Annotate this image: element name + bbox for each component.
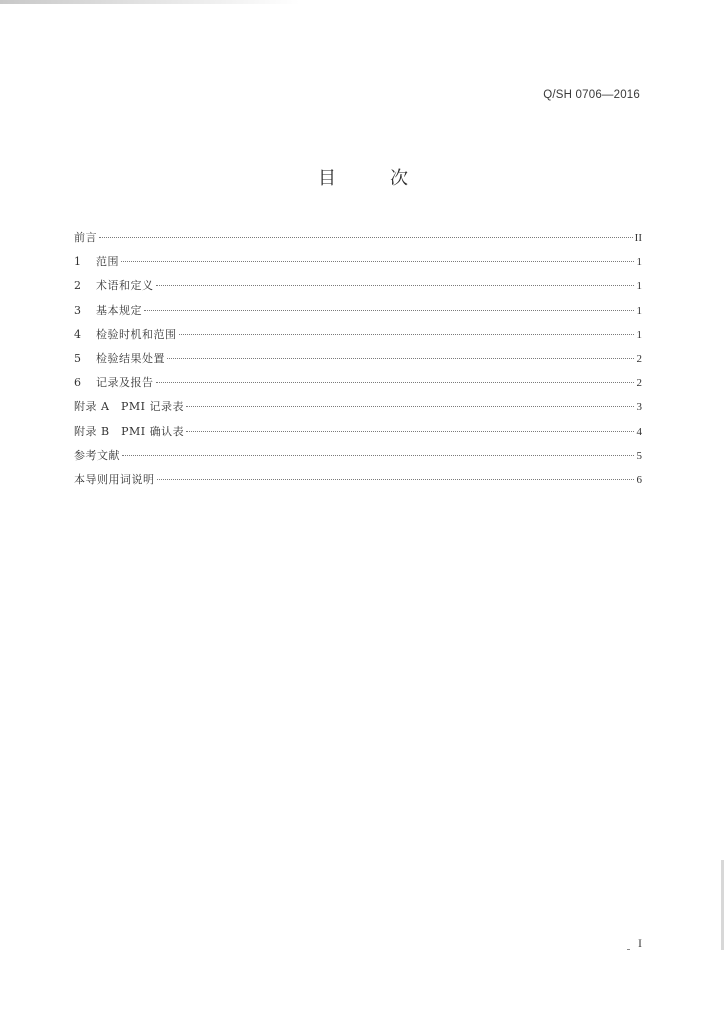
toc-entry-terms[interactable] bbox=[74, 277, 642, 301]
toc-entry-number: 4 bbox=[74, 327, 81, 341]
toc-entry-page: 1 bbox=[636, 280, 642, 293]
toc-entry-records-reports[interactable] bbox=[74, 374, 642, 398]
toc-entry-label: 检验时机和范围 bbox=[96, 327, 177, 341]
toc-entry-scope[interactable] bbox=[74, 253, 642, 277]
toc-entry-number: 5 bbox=[74, 351, 81, 365]
dot-leader bbox=[144, 310, 634, 311]
toc-entry-label: 记录及报告 bbox=[96, 376, 154, 390]
dot-leader bbox=[186, 431, 634, 432]
toc-entry-page: 1 bbox=[636, 304, 642, 317]
toc-entry-wording-explanation[interactable] bbox=[74, 471, 642, 495]
toc-entry-page: 2 bbox=[636, 352, 642, 365]
page-number: I bbox=[638, 936, 642, 950]
dot-leader bbox=[157, 479, 635, 480]
toc-entry-label: 基本规定 bbox=[96, 303, 142, 317]
toc-title-char: 目 bbox=[318, 168, 336, 189]
dot-leader bbox=[122, 455, 634, 456]
dot-leader bbox=[156, 285, 635, 286]
toc-entry-number: 6 bbox=[74, 376, 81, 390]
toc-entry-foreword[interactable] bbox=[74, 229, 642, 253]
toc-entry-label: 本导则用词说明 bbox=[74, 472, 155, 486]
toc-entry-page: II bbox=[634, 232, 642, 244]
toc-entry-page: 4 bbox=[636, 425, 642, 438]
toc-entry-label: 附录 A PMI 记录表 bbox=[74, 400, 184, 414]
toc-entry-label: 术语和定义 bbox=[96, 279, 154, 293]
dot-leader bbox=[121, 261, 634, 262]
toc-entry-page: 1 bbox=[636, 328, 642, 341]
toc-entry-number: 3 bbox=[74, 303, 81, 317]
toc-entry-label: 前言 bbox=[74, 231, 97, 244]
scan-edge-shadow bbox=[0, 0, 300, 4]
toc-entry-number: 2 bbox=[74, 279, 81, 293]
toc-entry-basic-rules[interactable] bbox=[74, 302, 642, 326]
toc-title bbox=[318, 164, 408, 190]
scan-mark bbox=[627, 949, 630, 950]
toc-entry-page: 1 bbox=[636, 256, 642, 269]
dot-leader bbox=[186, 406, 634, 407]
dot-leader bbox=[179, 334, 635, 335]
toc-entry-inspection-timing[interactable] bbox=[74, 326, 642, 350]
toc-list bbox=[74, 229, 642, 495]
toc-title-char: 次 bbox=[390, 168, 408, 189]
dot-leader bbox=[156, 382, 635, 383]
toc-entry-label: 范围 bbox=[96, 255, 119, 269]
toc-entry-result-handling[interactable] bbox=[74, 350, 642, 374]
toc-entry-page: 5 bbox=[636, 449, 642, 462]
toc-entry-number: 1 bbox=[74, 255, 81, 269]
toc-entry-appendix-b[interactable] bbox=[74, 423, 642, 447]
toc-entry-label: 参考文献 bbox=[74, 448, 120, 462]
toc-entry-page: 2 bbox=[636, 377, 642, 390]
toc-entry-page: 3 bbox=[636, 401, 642, 414]
dot-leader bbox=[99, 237, 633, 238]
standard-code: Q/SH 0706—2016 bbox=[543, 89, 640, 101]
dot-leader bbox=[167, 358, 634, 359]
toc-entry-references[interactable] bbox=[74, 447, 642, 471]
toc-entry-label: 检验结果处置 bbox=[96, 351, 165, 365]
toc-entry-page: 6 bbox=[636, 473, 642, 486]
toc-entry-label: 附录 B PMI 确认表 bbox=[74, 424, 185, 438]
toc-entry-appendix-a[interactable] bbox=[74, 398, 642, 422]
